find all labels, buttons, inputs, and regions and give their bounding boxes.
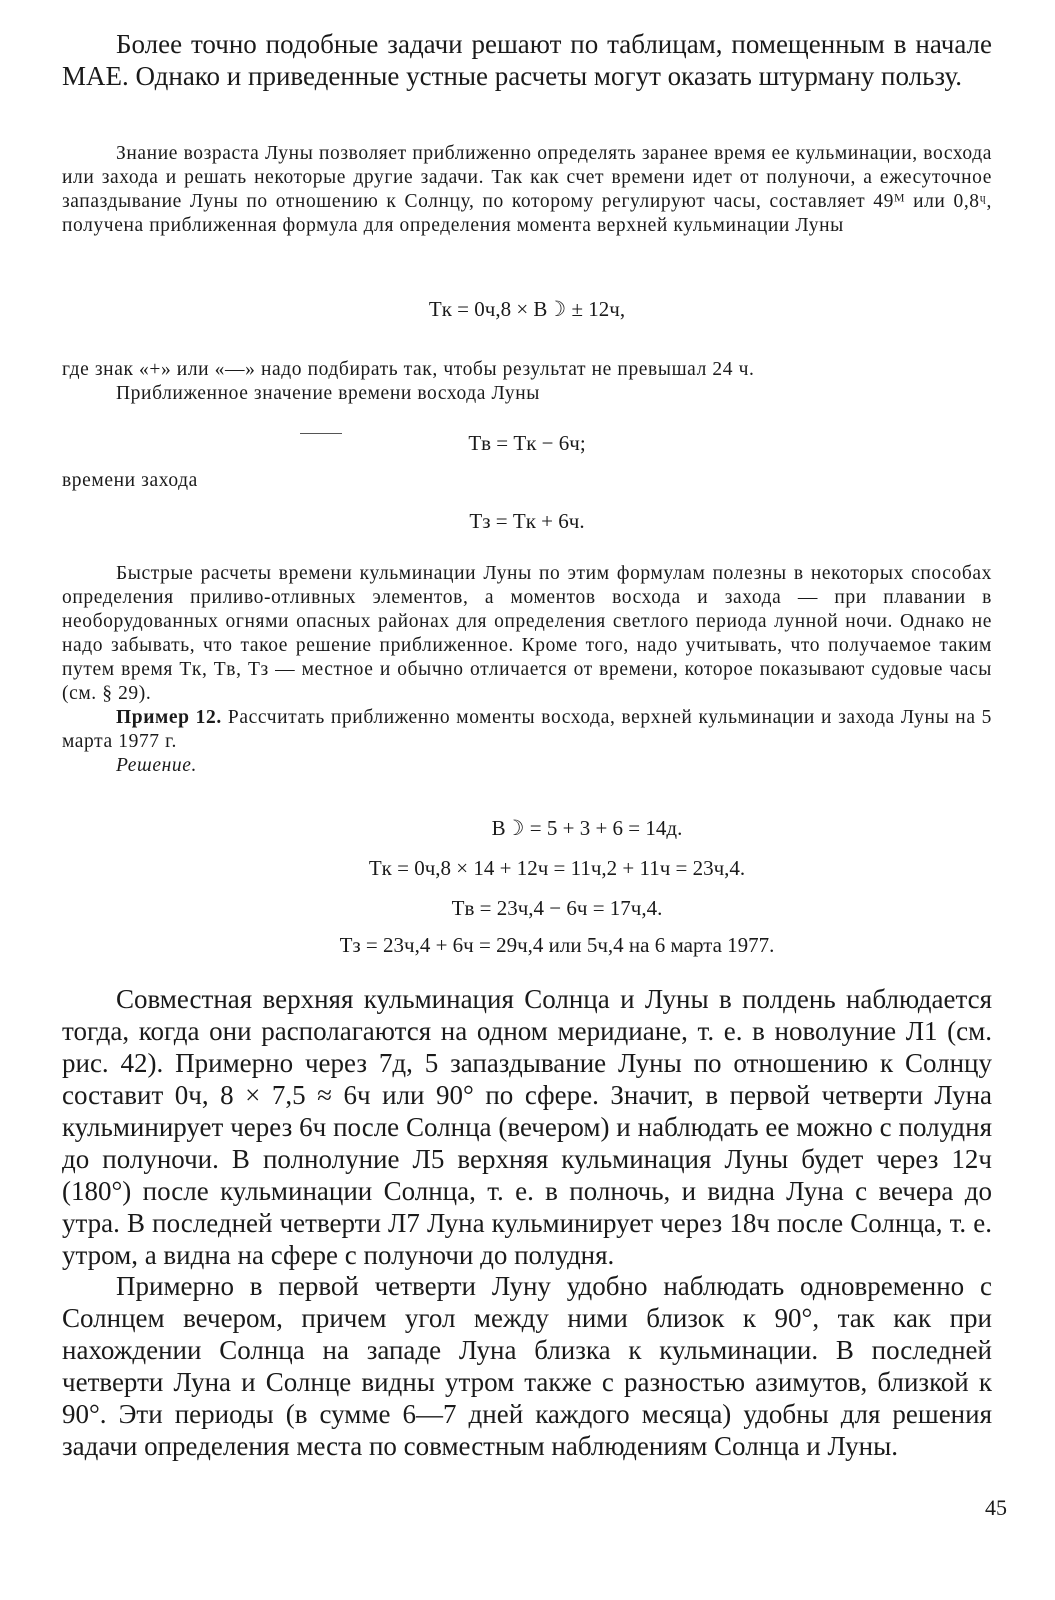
quick-calc-paragraph: Быстрые расчеты времени кульминации Луны по этим формулам полезны в некоторых способах определения приливо-отливных элементов, а моментов восхода и захода — при плавании в необорудованных огнями опасных районах для определения светлого периода лунной ночи. Однако не надо забывать, что такое решение приближенное. Кроме того, надо учитывать, что получаемое таким путем время Tк, Tв, Tз — местное и обычно отличается от времени, которое показывают судовые часы (см. § 29). [62,563,992,704]
solution-line-3: Tв = 23ч,4 − 6ч = 17ч,4. [451,896,663,920]
sign-note: где знак «+» или «—» надо подбирать так, чтобы результат не превышал 24 ч. [62,359,755,380]
example-paragraph [62,706,992,754]
moon-age-section [62,142,992,238]
intro-section [62,28,992,92]
intro-paragraph: Более точно подобные задачи решают по таблицам, помещенным в начале МАЕ. Однако и приведенные устные расчеты могут оказать штурману пользу. [62,29,992,91]
observation-section [62,1270,992,1462]
sign-note-section [62,358,992,406]
observation-paragraph: Примерно в первой четверти Луну удобно наблюдать одновременно с Солнцем вечером, причем угол между ними близок к 90°, так как при нахождении Солнца на западе Луна близка к кульминации. В последней четверти Луна и Солнце видны утром также с разностью азимутов, близкой к 90°. Эти периоды (в сумме 6—7 дней каждого месяца) удобны для решения задачи определения места по совместным наблюдениям Солнца и Луны. [62,1271,992,1461]
moon-age-paragraph: Знание возраста Луны позволяет приближенно определять заранее время ее кульминации, восхода или захода и решать некоторые другие задачи. Так как счет времени идет от полуночи, а ежесуточное запаздывание Луны по отношению к Солнцу, по которому регулируют часы, составляет 49ᴹ или 0,8ᶣ, получена приближенная формула для определения момента верхней кульминации Луны [62,143,992,236]
example-label: Пример 12. [116,707,222,728]
formula-set: Tз = Tк + 6ч. [469,509,585,533]
formula-rise: Tв = Tк − 6ч; [468,431,586,455]
set-label: времени захода [62,470,198,491]
joint-culmination-section [62,983,992,1271]
page-number: 45 [985,1495,1007,1520]
rise-intro: Приближенное значение времени восхода Луны [116,383,540,404]
solution-line-4: Tз = 23ч,4 + 6ч = 29ч,4 или 5ч,4 на 6 марта 1977. [339,933,775,957]
joint-culmination-paragraph: Совместная верхняя кульминация Солнца и Луны в полдень наблюдается тогда, когда они располагаются на одном меридиане, т. е. в новолуние Л1 (см. рис. 42). Примерно через 7д, 5 запаздывание Луны по отношению к Солнцу составит 0ч, 8 × 7,5 ≈ 6ч или 90° по сфере. Значит, в первой четверти Луна кульминирует через 6ч после Солнца (вечером) и наблюдать ее можно с полудня до полуночи. В полнолуние Л5 верхняя кульминация Луны будет через 12ч (180°) после кульминации Солнца, т. е. в полночь, и видна Луна с вечера до утра. В последней четверти Л7 Луна кульминирует через 18ч после Солнца, т. е. утром, а видна на сфере с полуночи до полудня. [62,984,992,1270]
quick-calc-section [62,562,992,778]
example-text: Рассчитать приближенно моменты восхода, верхней кульминации и захода Луны на 5 марта 1977 г. [62,707,992,752]
solution-label-line [62,754,992,778]
formula-culmination: Tк = 0ч,8 × B☽ ± 12ч, [428,297,626,321]
solution-label: Решение. [116,755,197,776]
solution-line-1: B☽ = 5 + 3 + 6 = 14д. [491,816,683,840]
solution-line-2: Tк = 0ч,8 × 14 + 12ч = 11ч,2 + 11ч = 23ч,4. [368,856,746,880]
